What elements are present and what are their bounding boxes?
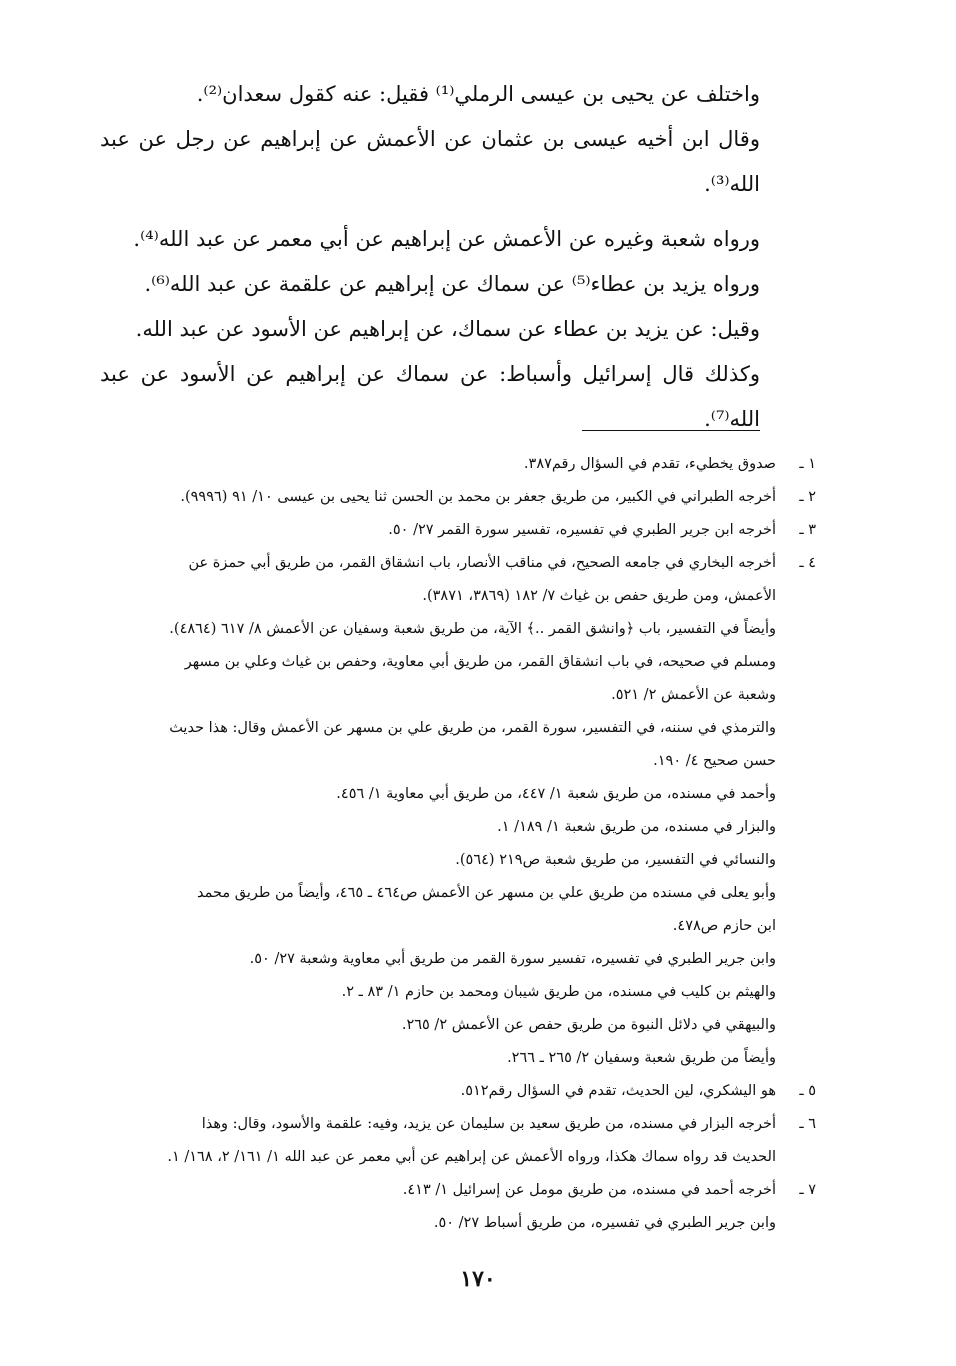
footnote-line: ومسلم في صحيحه، في باب انشقاق القمر، من طريق أبي معاوية، وحفص بن غياث وعلي بن مسهر — [184, 654, 776, 670]
footnote-line: حسن صحيح ٤/ ١٩٠. — [653, 753, 776, 769]
footnote-line: والبيهقي في دلائل النبوة من طريق حفص عن الأعمش ٢/ ٢٦٥. — [401, 1017, 776, 1033]
main-line-6: وكذلك قال إسرائيل وأسباط: عن سماك عن إبراهيم عن الأسود عن عبد الله⁽⁷⁾. — [100, 362, 760, 431]
footnote-line: هو اليشكري، لين الحديث، تقدم في السؤال رقم٥١٢. — [460, 1083, 776, 1099]
footnote-4 — [100, 547, 816, 1075]
footnote-line: وابن جرير الطبري في تفسيره، تفسير سورة القمر من طريق أبي معاوية وشعبة ٢٧/ ٥٠. — [249, 951, 776, 967]
footnotes — [100, 448, 816, 1240]
footnote-line: الأعمش، ومن طريق حفص بن غياث ٧/ ١٨٢ (٣٨٦٩، ٣٨٧١). — [422, 588, 776, 604]
footnote-line: وأحمد في مسنده، من طريق شعبة ١/ ٤٤٧، من طريق أبي معاوية ١/ ٤٥٦. — [336, 786, 776, 802]
footnote-line: والترمذي في سننه، في التفسير، سورة القمر، من طريق علي بن مسهر عن الأعمش وقال: هذا حديث — [169, 720, 776, 736]
footnote-separator — [582, 430, 760, 431]
footnote-text — [100, 547, 776, 1075]
footnote-line: والهيثم بن كليب في مسنده، من طريق شيبان ومحمد بن حازم ١/ ٨٣ ـ ٢. — [341, 984, 776, 1000]
footnote-line: والبزار في مسنده، من طريق شعبة ١/ ١٨٩/ ١. — [497, 819, 776, 835]
footnote-line: وأيضاً من طريق شعبة وسفيان ٢/ ٢٦٥ ـ ٢٦٦. — [507, 1050, 776, 1066]
main-line-1: واختلف عن يحيى بن عيسى الرملي⁽¹⁾ فقيل: عنه كقول سعدان⁽²⁾. — [196, 82, 760, 106]
footnote-line: أخرجه البزار في مسنده، من طريق سعيد بن سليمان عن يزيد، وفيه: علقمة والأسود، وقال: وهذا — [201, 1116, 776, 1132]
footnote-number: ٦ ـ — [799, 1116, 816, 1132]
footnote-text — [100, 514, 776, 547]
footnote-number: ٣ ـ — [799, 522, 816, 538]
main-line-4: ورواه يزيد بن عطاء⁽⁵⁾ عن سماك عن إبراهيم عن علقمة عن عبد الله⁽⁶⁾. — [144, 272, 760, 296]
footnote-number: ١ ـ — [799, 456, 816, 472]
footnote-line: وشعبة عن الأعمش ٢/ ٥٢١. — [611, 687, 776, 703]
footnote-text — [100, 1075, 776, 1108]
footnote-number: ٥ ـ — [799, 1083, 816, 1099]
footnote-number: ٢ ـ — [799, 489, 816, 505]
footnote-text — [100, 448, 776, 481]
footnote-5 — [100, 1075, 816, 1108]
main-text — [100, 72, 760, 442]
footnote-3 — [100, 514, 816, 547]
footnote-number: ٧ ـ — [799, 1182, 816, 1198]
footnote-line: والنسائي في التفسير، من طريق شعبة ص٢١٩ (٥٦٤). — [455, 852, 776, 868]
footnote-6 — [100, 1108, 816, 1174]
footnote-line: أخرجه الطبراني في الكبير، من طريق جعفر بن محمد بن الحسن ثنا يحيى بن عيسى ١٠/ ٩١ (٩٩٩٦). — [180, 489, 776, 505]
footnote-line: وأبو يعلى في مسنده من طريق علي بن مسهر عن الأعمش ص٤٦٤ ـ ٤٦٥، وأيضاً من طريق محمد — [197, 885, 776, 901]
main-line-3: ورواه شعبة وغيره عن الأعمش عن إبراهيم عن أبي معمر عن عبد الله⁽⁴⁾. — [133, 227, 760, 251]
footnote-text — [100, 1108, 776, 1174]
footnote-2 — [100, 481, 816, 514]
footnote-line: أخرجه البخاري في جامعه الصحيح، في مناقب الأنصار، باب انشقاق القمر، من طريق أبي حمزة عن — [188, 555, 776, 571]
main-line-5: وقيل: عن يزيد بن عطاء عن سماك، عن إبراهيم عن الأسود عن عبد الله. — [135, 317, 760, 341]
footnote-line: أخرجه ابن جرير الطبري في تفسيره، تفسير سورة القمر ٢٧/ ٥٠. — [388, 522, 776, 538]
footnote-number: ٤ ـ — [799, 555, 816, 571]
footnote-1 — [100, 448, 816, 481]
footnote-line: صدوق يخطيء، تقدم في السؤال رقم٣٨٧. — [523, 456, 776, 472]
footnote-line: أخرجه أحمد في مسنده، من طريق مومل عن إسرائيل ١/ ٤١٣. — [402, 1182, 776, 1198]
footnote-text — [100, 1174, 776, 1240]
page-number: ١٧٠ — [460, 1266, 496, 1292]
footnote-line: وأيضاً في التفسير، باب ﴿وانشق القمر ..﴾ الآية، من طريق شعبة وسفيان عن الأعمش ٨/ ٦١٧ (٤٨٦٤). — [169, 621, 776, 637]
footnote-line: الحديث قد رواه سماك هكذا، ورواه الأعمش عن إبراهيم عن أبي معمر عن عبد الله ١/ ١٦١/ ٢، ١٦٨/ ١. — [167, 1149, 776, 1165]
main-line-2: وقال ابن أخيه عيسى بن عثمان عن الأعمش عن إبراهيم عن رجل عن عبد الله⁽³⁾. — [100, 127, 760, 196]
footnote-text — [100, 481, 776, 514]
footnote-7 — [100, 1174, 816, 1240]
footnote-line: ابن حازم ص٤٧٨. — [672, 918, 776, 934]
footnote-line: وابن جرير الطبري في تفسيره، من طريق أسباط ٢٧/ ٥٠. — [433, 1215, 776, 1231]
